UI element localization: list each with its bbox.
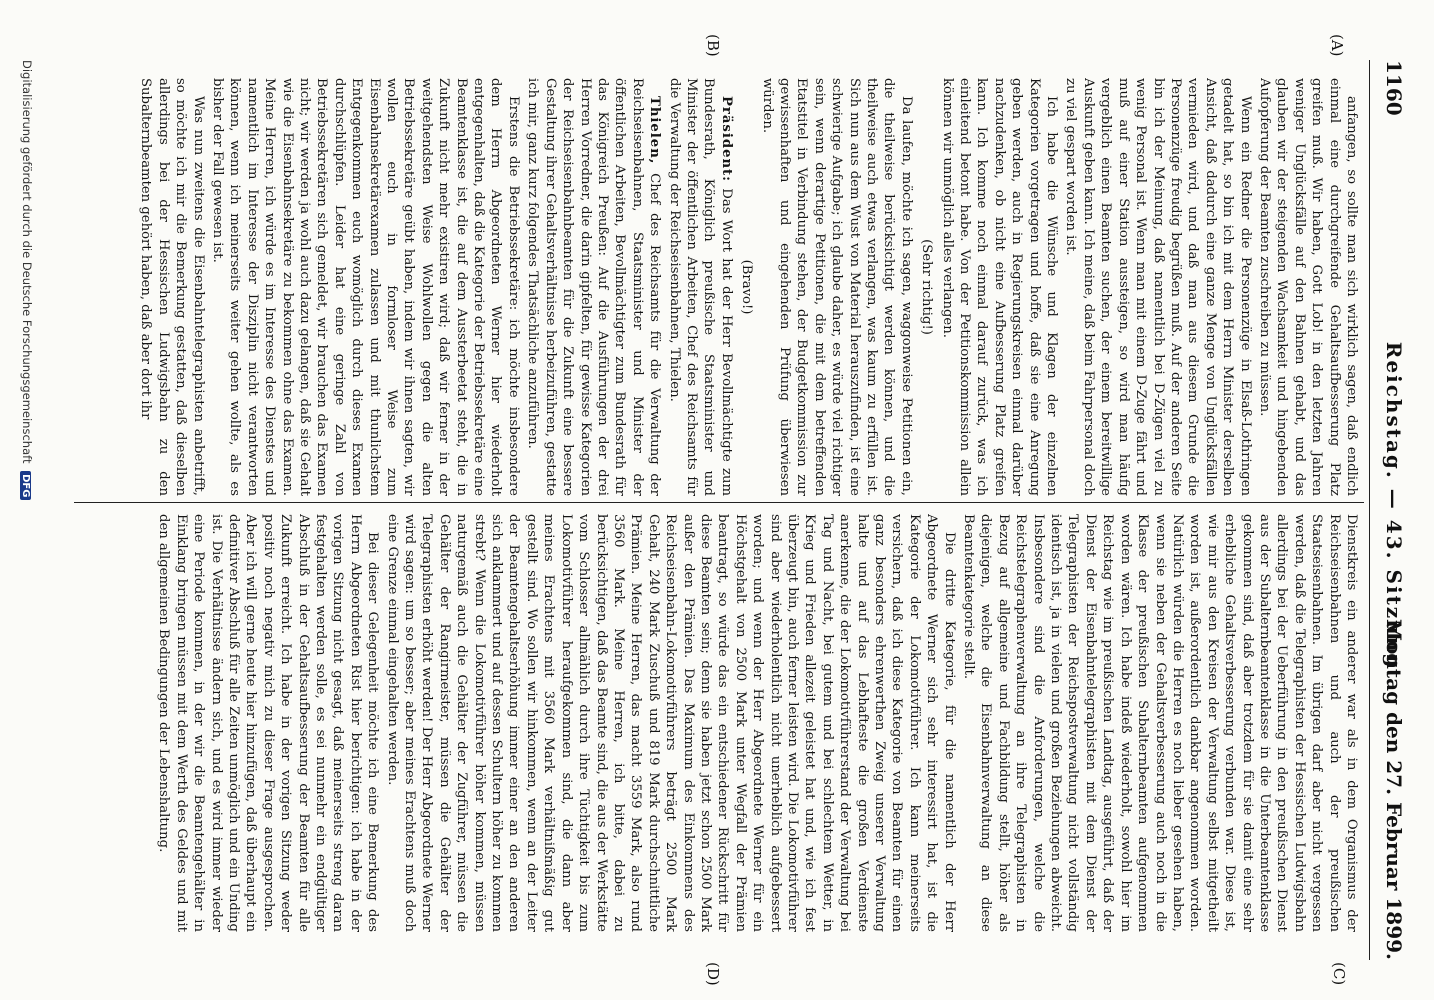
speaker-name: Präsident:: [718, 96, 734, 183]
margin-marker-c: (C): [1330, 962, 1348, 986]
paragraph: Was nun zweitens die Eisenbahntelegraphisten anbetrifft, so möchte ich mir die Bemerkung gestatten, daß dieselben allerdings bei der Hessischen Ludwigsbahn zu den Subalternbeamten gehört haben, daß aber dort ihr: [138, 78, 206, 496]
interjection: (Bravo!): [739, 259, 755, 315]
right-column: [80, 514, 1360, 932]
margin-marker-b: (B): [704, 34, 722, 57]
interjection: (Sehr richtig!): [919, 239, 935, 335]
page-title: Reichstag. — 43. Sitzung.: [1382, 341, 1406, 679]
margin-marker-a: (A): [1328, 34, 1346, 57]
paragraph: Ich habe die Wünsche und Klagen der einzelnen Kategorien vorgetragen und hoffe, daß sie eine Anregung geben werden, auch in Regierungskreisen einmal darüber nachzudenken, ob nicht eine Aufbesserung Platz greifen kann. Ich komme noch einmal darauf zurück, was ich einleitend betont habe. Von der Petitionskommission allein können wir unmöglich alles verlangen.: [939, 78, 1060, 496]
paragraph: Dienstkreis ein anderer war als in dem Organismus der Reichseisenbahnen und auch der preußischen Staatseisenbahnen. Im übrigen darf aber nicht vergessen werden, daß die Telegraphisten der Hessischen Ludwigsbahn allerdings bei der Ueberführung in den preußischen Dienst aus der Subalternbeamtenklasse in die Unterbeamtenklasse gekommen sind, daß aber trotzdem für sie damit eine sehr erhebliche Gehaltsverbesserung verbunden war. Diese ist, wie mir aus den Kreisen der Verwaltung selbst mitgetheilt worden ist, außerordentlich dankbar angenommen worden. Natürlich würden die Herren es noch lieber gesehen haben, wenn sie neben der Gehaltsverbesserung auch noch in die Klasse der preußischen Subalternbeamten aufgenommen worden wären. Ich habe indeß wiederholt, sowohl hier im Reichstag wie im preußischen Landtag, ausgeführt, daß der Dienst der Eisenbahntelegraphisten mit dem Dienst der Telegraphisten der Reichspostverwaltung nicht vollständig identisch ist, ja in vielen und großen Beziehungen abweicht. Insbesondere sind die Anforderungen, welche die Reichstelegraphenverwaltung an ihre Telegraphisten in Bezug auf allgemeine und Fachbildung stellt, höher als diejenigen, welche die Eisenbahnverwaltung an diese Beamtenkategorie stellt.: [961, 514, 1359, 932]
speech-text: Das Wort hat der Herr Bevollmächtigte zum Bundesrath, Königlich preußische Staatsminister und Minister der öffentlichen Arbeiten, Chef des Reichsamts für die Verwaltung der Reichseisenbahnen, Thielen.: [666, 78, 734, 496]
column-divider: [74, 502, 1364, 503]
paragraph: Bei dieser Gelegenheit möchte ich eine Bemerkung des Herrn Abgeordneten Rist hier berichtigen: ich habe in der vorigen Sitzung nicht gesagt, daß meinerseits streng daran festgehalten werden solle, es sei nunmehr ein endgültiger Abschluß in der Gehaltsaufbesserung der Beamten für alle Zukunft erreicht. Ich habe in der vorigen Sitzung weder positiv noch negativ mich zu dieser Frage ausgesprochen. Aber ich will gerne heute hier hinzufügen, daß überhaupt ein definitiver Abschluß für alle Zeiten unmöglich und ein Unding ist. Die Verhältnisse ändern sich, und es wird immer wieder eine Periode kommen, in der wir die Beamtengehälter in Einklang bringen müssen mit dem Werth des Geldes und mit den allgemeinen Bedingungen der Lebenshaltung.: [156, 514, 381, 932]
footer: [14, 60, 34, 960]
paragraph: Erstens die Betriebssekretäre: ich möchte insbesondere dem Herrn Abgeordneten Werner hier wiederholt entgegenhalten, daß die Kategorie der Betriebssekretäre eine Beamtenklasse ist, die auf dem Aussterbeetat steht, die in Zukunft nicht mehr existiren wird; daß wir ferner in der weitgehendsten Weise Wohlwollen gegen die alten Betriebssekretäre geübt haben, indem wir ihnen sagten, wir wollen euch in formloser Weise zum Eisenbahnsekretärexamen zulassen und mit thunlichstem Entgegenkommen euch womöglich durch dieses Examen durchschlüpfen. Leider hat eine geringe Zahl von Betriebssekretären sich gemeldet, wir brauchen das Examen nicht; wir werden ja wohl auch dazu gelangen, daß sie Gehalt wie die Eisenbahnsekretäre zu bekommen ohne das Examen. Meine Herren, ich würde es im Interesse des Dienstes und namentlich im Interesse der Disziplin nicht verantworten können, wenn ich meinerseits weiter gehen wollte, als es bisher der Fall gewesen ist.: [210, 78, 521, 496]
header-rule: [1369, 60, 1370, 960]
paragraph: Wenn ein Redner die Personenzüge in Elsaß-Lothringen getadelt hat, so bin ich mit dem Herrn Minister derselben Ansicht, daß dadurch eine ganze Menge von Unglücksfällen vermieden wird, und daß man aus diesem Grunde die Personenzüge freudig begrüßen muß. Auf der anderen Seite bin ich der Meinung, daß namentlich bei D-Zügen viel zu wenig Personal ist. Wenn man mit einem D-Zuge fährt und muß auf einer Station aussteigen, so wird man häufig vergeblich einen Beamten suchen, der einem bereitwillige Auskunft geben kann. Ich meine, daß beim Fahrpersonal doch zu viel gespart worden ist.: [1063, 78, 1253, 496]
margin-marker-d: (D): [704, 962, 722, 986]
paragraph: Da laufen, möchte ich sagen, waggonweise Petitionen ein, die theilweise berücksichtigt werden können, und die theilweise auch etwas verlangen, was kaum zu erfüllen ist. Sich nun aus dem Wust von Material herauszufinden, ist eine schwierige Aufgabe; ich glaube daher, es würde viel richtiger sein, wenn derartige Petitionen, die mit dem betreffenden Etatstitel in Verbindung stehen, der Budgetkommission zur gewissenhaften und eingehenden Prüfung überwiesen würden.: [759, 78, 914, 496]
page-number: 1160: [1382, 60, 1406, 116]
left-column: [80, 78, 1360, 496]
session-date: Montag den 27. Februar 1899.: [1382, 618, 1406, 960]
speech-paragraph: [524, 78, 663, 496]
paragraph: anfangen, so sollte man sich wirklich sagen, daß endlich einmal eine durchgreifende Gehaltsaufbesserung Platz greifen muß. Wir haben, Gott Lob! in den letzten Jahren weniger Unglücksfälle auf den Bahnen gehabt, und das glauben wir der steigenden Wachsamkeit und hingebenden Aufopferung der Beamten zuschreiben zu müssen.: [1256, 78, 1359, 496]
dfg-logo-icon: DFG: [20, 471, 31, 500]
speaker-name: Thielen,: [647, 96, 663, 165]
speech-paragraph: [665, 78, 735, 496]
footer-credit: Digitalisierung gefördert durch die Deutsche Forschungsgemeinschaft: [20, 60, 34, 464]
paragraph: Die dritte Kategorie, für die namentlich der Herr Abgeordnete Werner sich sehr interessirt hat, ist die Kategorie der Lokomotivführer. Ich kann meinerseits versichern, daß ich diese Kategorie von Beamten für einen ganz besonders ehrenwerthen Zweig unserer Verwaltung halte und auf das Lebhafteste die großen Verdienste anerkenne, die der Lokomotivführerstand der Verwaltung bei Tag und Nacht, bei gutem und bei schlechtem Wetter, in Krieg und Frieden allezeit geleistet hat und, wie ich fest überzeugt bin, auch ferner leisten wird. Die Lokomotivführer sind aber wiederholentlich nicht unerheblich aufgebessert worden; und wenn der Herr Abgeordnete Werner für ein Höchstgehalt von 2500 Mark unter Wegfall der Prämien beantragt, so würde das ein entschiedener Rückschritt für diese Beamten sein; denn sie haben jetzt schon 2500 Mark außer den Prämien. Das Maximum des Einkommens des Reichseisenbahn-Lokomotivführers beträgt 2500 Mark Gehalt, 240 Mark Zuschuß und 819 Mark durchschnittliche Prämien. Meine Herren, das macht 3559 Mark, also rund 3560 Mark. Meine Herren, ich bitte, dabei zu berücksichtigen, daß das Beamte sind, die aus der Werkstätte vom Schlosser allmählich durch ihre Tüchtigkeit bis zum Lokomotivführer heraufgekommen sind, die dann aber meines Erachtens mit 3560 Mark verhältnißmäßig gut gestellt sind. Wo sollen wir hinkommen, wenn an der Leiter der Beamtengehaltserhöhung immer einer an den anderen sich anklammert und auf dessen Schultern höher zu kommen strebt? Wenn die Lokomotivführer höher kommen, müssen naturgemäß auch die Gehälter der Zugführer, müssen die Gehälter der Rangirmeister, müssen die Gehälter der Telegraphisten erhöht werden! Der Herr Abgeordnete Werner wird sagen: um so besser; aber meines Erachtens muß doch eine Grenze einmal eingehalten werden.: [384, 514, 957, 932]
speech-text: Chef des Reichsamts für die Verwaltung der Reichseisenbahnen, Staatsminister und Minister der öffentlichen Arbeiten, Bevollmächtigter zum Bundesrath für das Königreich Preußen: Auf die Ausführungen der drei Herren Vorredner, die darin gipfelten, für gewisse Kategorien der Reichseisenbahnbeamten für die Zukunft eine bessere Gestaltung ihrer Gehaltsverhältnisse herbeizuführen, gestatte ich mir, ganz kurz folgendes Thatsächliche anzuführen.: [525, 78, 663, 496]
page-header: [1376, 60, 1406, 960]
